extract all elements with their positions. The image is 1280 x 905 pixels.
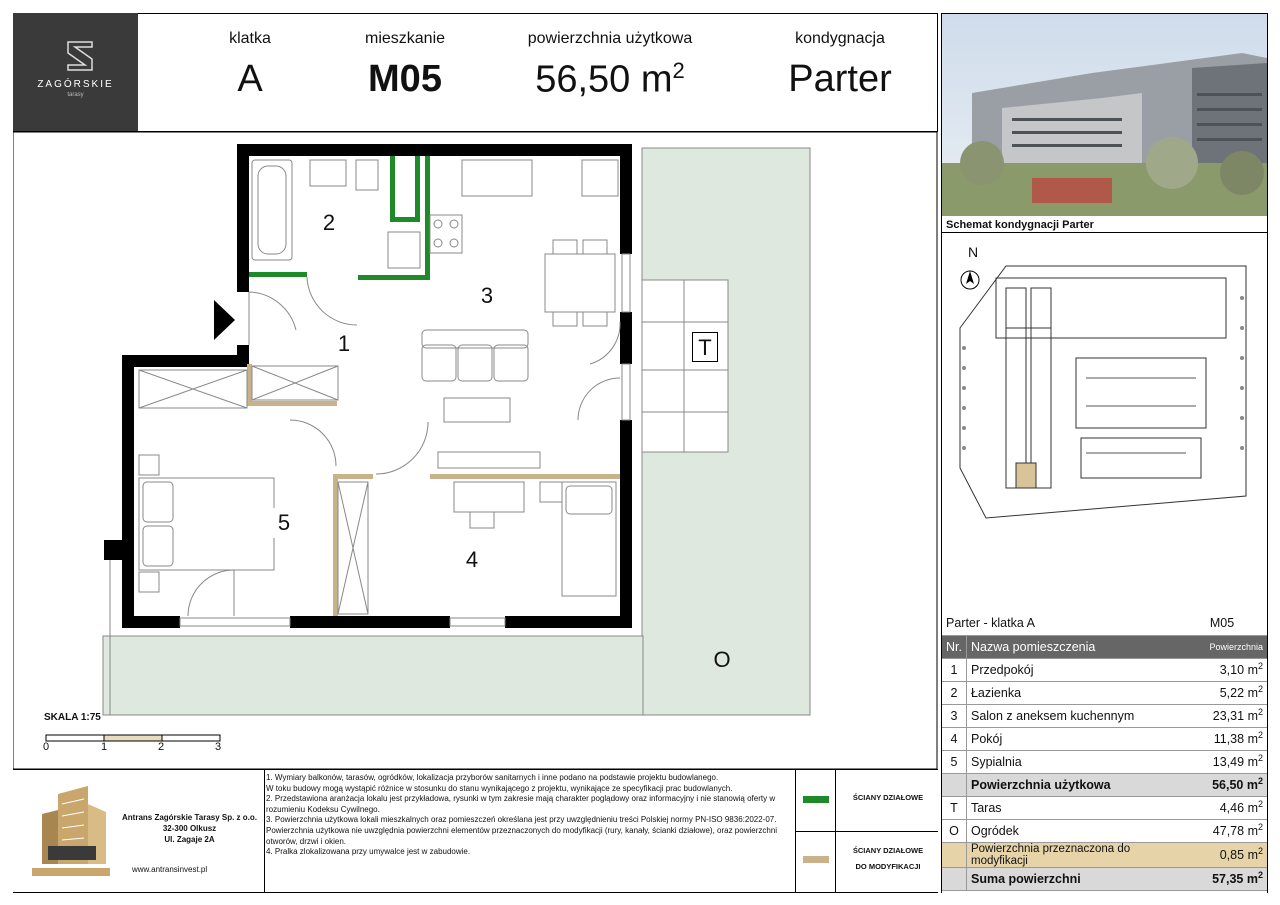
logo-brand: ZAGÓRSKIE xyxy=(37,79,114,90)
row-name: Pokój xyxy=(966,727,1177,750)
legend-tan-label xyxy=(840,843,936,875)
garden-label: O xyxy=(713,647,731,672)
sum-label: Powierzchnia użytkowa xyxy=(966,773,1177,796)
row-name: Sypialnia xyxy=(966,750,1177,773)
company-street: Ul. Zagaje 2A xyxy=(164,835,215,844)
legend-green-swatch xyxy=(803,796,829,803)
row-name: Przedpokój xyxy=(966,658,1177,681)
row-name: Ogródek xyxy=(966,819,1177,842)
table-row xyxy=(942,704,1267,727)
mieszkanie-value: M05 xyxy=(368,58,442,100)
scale-bar xyxy=(46,735,220,741)
table-row xyxy=(942,681,1267,704)
right-panel-top-border xyxy=(941,13,1268,14)
table-row xyxy=(942,658,1267,681)
row-nr: O xyxy=(942,819,966,842)
company-name: Antrans Zagórskie Tarasy Sp. z o.o. xyxy=(122,813,257,822)
area-value: 57,35 xyxy=(1212,872,1244,887)
row-nr: 1 xyxy=(942,658,966,681)
row-area xyxy=(1177,704,1267,727)
area-value: 3,10 xyxy=(1219,663,1245,678)
header-right-border xyxy=(937,13,938,132)
scale-label: SKALA 1:75 xyxy=(44,712,101,723)
row-area xyxy=(1177,658,1267,681)
area-unit: m xyxy=(1247,801,1258,816)
right-panel-right-border xyxy=(1267,13,1268,893)
area-unit-sup: 2 xyxy=(1257,753,1263,764)
area-unit: m xyxy=(1247,663,1258,678)
note-line: Powierzchnia użytkowa nie uwzględnia powierzchni elementów przeznaczonych do modyfikacji (rury, kanały, ścianki działowe), oraz powierzchni otworów, drzwi i okien. xyxy=(266,825,778,846)
scale-tick-2: 2 xyxy=(158,741,165,753)
area-unit: m xyxy=(1247,732,1258,747)
area-value: 11,38 xyxy=(1213,732,1245,747)
area-value: 23,31 xyxy=(1212,709,1245,724)
row-area xyxy=(1177,796,1267,819)
total-label: Suma powierzchni xyxy=(966,867,1177,890)
table-row xyxy=(942,819,1267,842)
note-line: 1. Wymiary balkonów, tarasów, ogródków, lokalizacja przyborów sanitarnych i inne podano na podstawie projektu budowlanego. xyxy=(266,773,719,782)
area-value: 47,78 xyxy=(1212,824,1245,839)
note-line: W toku budowy mogą wystąpić różnice w stosunku do stanu wynikającego z projektu, wynikające ze specyfikacji prac budowlanych. xyxy=(266,783,733,793)
legend-green-label: ŚCIANY DZIAŁOWE xyxy=(852,793,924,802)
area-unit-sup: 2 xyxy=(1257,730,1263,741)
col-area: Powierzchnia xyxy=(1177,635,1267,658)
table-sum-row xyxy=(942,773,1267,796)
table-title: Parter - klatka A xyxy=(942,612,1177,635)
mod-label: Powierzchnia przeznaczona do modyfikacji xyxy=(966,842,1177,867)
scale-tick-1: 1 xyxy=(101,741,108,753)
scale-tick-3: 3 xyxy=(215,741,222,753)
header-powierzchnia xyxy=(510,30,710,102)
header-kondygnacja xyxy=(760,30,920,101)
area-unit-sup: 2 xyxy=(1257,684,1263,695)
room-number-1: 1 xyxy=(331,329,357,359)
garden-strip xyxy=(103,636,643,715)
header-mieszkanie xyxy=(330,30,480,101)
area-unit-sup: 2 xyxy=(1257,707,1263,718)
area-value: 56,50 xyxy=(1212,778,1244,793)
area-unit-sup: 2 xyxy=(1257,846,1263,857)
footer-divider-mid xyxy=(795,831,938,832)
schemat-title: Schemat kondygnacji Parter xyxy=(946,219,1094,231)
powierzchnia-label: powierzchnia użytkowa xyxy=(527,30,693,47)
kondygnacja-value: Parter xyxy=(788,58,892,100)
total-area xyxy=(1177,867,1267,890)
note-line: 2. Przedstawiona aranżacja lokalu jest przykładowa, rysunki w tym zakresie mają charakter poglądowy oraz informacyjny i nie stanowią oferty w rozumieniu Kodeksu Cywilnego. xyxy=(266,794,776,814)
legend-tan-line-2: DO MODYFIKACJI xyxy=(855,862,921,871)
table-total-row xyxy=(942,867,1267,890)
powierzchnia-unit-sup: 2 xyxy=(672,58,685,83)
row-nr xyxy=(942,842,966,867)
header-top-border xyxy=(13,13,938,14)
terrace-label: T xyxy=(692,332,718,362)
row-area xyxy=(1177,681,1267,704)
area-unit: m xyxy=(1247,686,1258,701)
area-value: 0,85 xyxy=(1219,848,1245,863)
row-nr: 2 xyxy=(942,681,966,704)
area-value: 5,22 xyxy=(1219,686,1245,701)
area-unit: m xyxy=(1247,709,1258,724)
legend-tan-line-1: ŚCIANY DZIAŁOWE xyxy=(852,846,924,855)
col-name: Nazwa pomieszczenia xyxy=(966,635,1177,658)
table-row xyxy=(942,796,1267,819)
logo-sub: tarasy xyxy=(67,92,84,98)
room-number-4: 4 xyxy=(459,545,485,575)
building-visualization xyxy=(942,13,1267,216)
row-area xyxy=(1177,750,1267,773)
footer-notes xyxy=(266,773,796,858)
row-nr xyxy=(942,773,966,796)
area-value: 4,46 xyxy=(1219,801,1245,816)
schemat-divider xyxy=(941,232,1268,233)
area-unit-sup: 2 xyxy=(1257,776,1263,787)
powierzchnia-value-wrap xyxy=(510,58,710,102)
footer-bottom-border xyxy=(13,892,938,893)
company-logo-building xyxy=(28,784,114,880)
room-number-3: 3 xyxy=(474,281,500,311)
room-number-5: 5 xyxy=(271,508,297,538)
area-unit: m xyxy=(1246,872,1258,887)
company-city: 32-300 Olkusz xyxy=(162,824,217,833)
area-unit-sup: 2 xyxy=(1257,822,1263,833)
row-name: Taras xyxy=(966,796,1177,819)
area-unit: m xyxy=(1247,848,1258,863)
area-unit: m xyxy=(1247,824,1258,839)
klatka-label: klatka xyxy=(229,30,271,47)
row-area xyxy=(1177,819,1267,842)
area-unit-sup: 2 xyxy=(1257,870,1263,881)
company-website[interactable]: www.antransinvest.pl xyxy=(132,865,208,874)
area-unit-sup: 2 xyxy=(1257,661,1263,672)
entrance-arrow-icon xyxy=(214,300,235,340)
table-mod-row xyxy=(942,842,1267,867)
table-title-row xyxy=(942,612,1267,635)
legend-tan-swatch xyxy=(803,856,829,863)
area-unit: m xyxy=(1246,778,1258,793)
area-table xyxy=(942,612,1267,891)
klatka-value: A xyxy=(237,58,263,100)
table-row xyxy=(942,750,1267,773)
site-plan xyxy=(946,238,1264,528)
sum-area xyxy=(1177,773,1267,796)
footer-top-border xyxy=(13,769,938,770)
row-nr: 4 xyxy=(942,727,966,750)
table-apt: M05 xyxy=(1177,612,1267,635)
row-nr: 5 xyxy=(942,750,966,773)
room-number-2: 2 xyxy=(316,208,342,238)
row-nr: 3 xyxy=(942,704,966,727)
company-address xyxy=(112,812,267,845)
header-klatka xyxy=(190,30,310,101)
north-label: N xyxy=(968,244,979,260)
mod-area xyxy=(1177,842,1267,867)
terrace-tiles xyxy=(642,280,728,452)
area-unit: m xyxy=(1247,755,1258,770)
row-nr xyxy=(942,867,966,890)
table-column-header xyxy=(942,635,1267,658)
area-unit-sup: 2 xyxy=(1257,799,1263,810)
table-row xyxy=(942,727,1267,750)
row-name: Salon z aneksem kuchennym xyxy=(966,704,1177,727)
mieszkanie-label: mieszkanie xyxy=(364,30,446,47)
kondygnacja-label: kondygnacja xyxy=(795,30,885,47)
logo-mark-icon xyxy=(65,39,95,73)
area-value: 13,49 xyxy=(1212,755,1245,770)
row-area xyxy=(1177,727,1267,750)
note-line: 3. Powierzchnia użytkowa lokali mieszkalnych oraz pomieszczeń określana jest przy uwzględnieniu treści Polskiej normy PN-ISO 9836:2022-07. xyxy=(266,815,777,825)
note-line: 4. Pralka zlokalizowana przy umywalce jest w zabudowie. xyxy=(266,847,471,857)
floor-plan xyxy=(13,132,938,770)
row-name: Łazienka xyxy=(966,681,1177,704)
scale-tick-0: 0 xyxy=(43,741,50,753)
col-nr: Nr. xyxy=(942,635,966,658)
row-nr: T xyxy=(942,796,966,819)
powierzchnia-value: 56,50 m xyxy=(535,58,673,101)
logo xyxy=(13,13,138,131)
